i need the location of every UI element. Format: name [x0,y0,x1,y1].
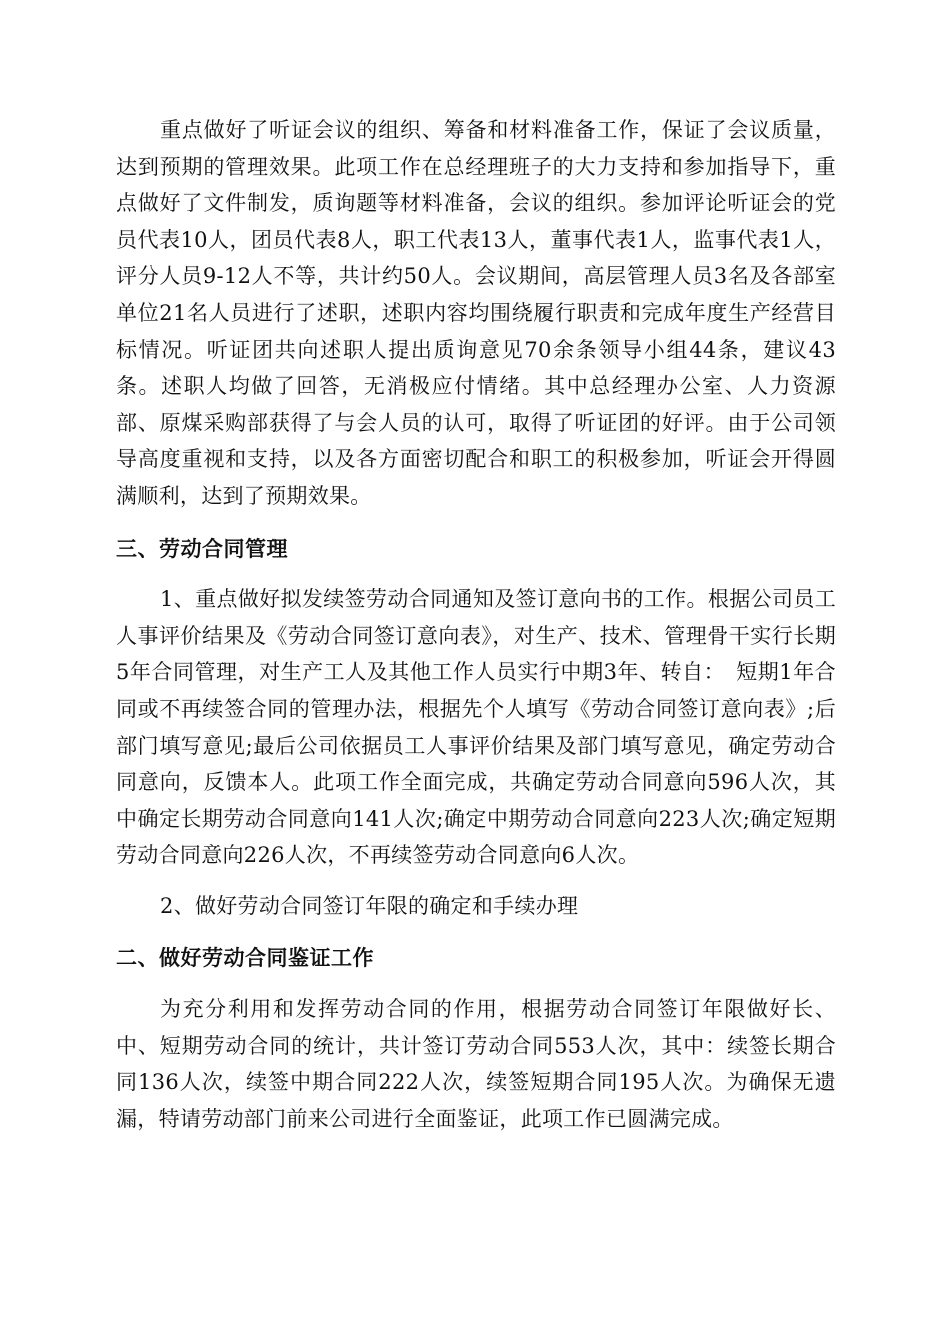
paragraph-contract-renewal-notice: 1、重点做好拟发续签劳动合同通知及签订意向书的工作。根据公司员工人事评价结果及《劳动合同签订意向表》，对生产、技术、管理骨干实行长期5年合同管理，对生产工人及其他工作人员实行中期3年、转自： 短期1年合同或不再续签合同的管理办法，根据先个人填写《劳动合同签订意向表》;后部门填写意见;最后公司依据员工人事评价结果及部门填写意见，确定劳动合同意向，反馈本人。此项工作全面完成，共确定劳动合同意向596人次，其中确定长期劳动合同意向141人次;确定中期劳动合同意向223人次;确定短期劳动合同意向226人次，不再续签劳动合同意向6人次。 [116,587,836,868]
section-heading-contract-verification: 二、做好劳动合同鉴证工作 [116,946,374,971]
document-page [116,112,836,1137]
paragraph-hearing-meeting: 重点做好了听证会议的组织、筹备和材料准备工作，保证了会议质量，达到预期的管理效果。此项工作在总经理班子的大力支持和参加指导下，重点做好了文件制发，质询题等材料准备，会议的组织。参加评论听证会的党员代表10人，团员代表8人，职工代表13人，董事代表1人，监事代表1人，评分人员9-12人不等，共计约50人。会议期间，高层管理人员3名及各部室单位21名人员进行了述职，述职内容均围绕履行职责和完成年度生产经营目标情况。听证团共向述职人提出质询意见70余条领导小组44条，建议43条。述职人均做了回答，无消极应付情绪。其中总经理办公室、人力资源部、原煤采购部获得了与会人员的认可，取得了听证团的好评。由于公司领导高度重视和支持，以及各方面密切配合和职工的积极参加，听证会开得圆满顺利，达到了预期效果。 [116,118,836,508]
paragraph-contract-term: 2、做好劳动合同签订年限的确定和手续办理 [160,893,579,918]
paragraph-contract-verification: 为充分利用和发挥劳动合同的作用，根据劳动合同签订年限做好长、中、短期劳动合同的统计，共计签订劳动合同553人次，其中：续签长期合同136人次，续签中期合同222人次，续签短期合同195人次。为确保无遗漏，特请劳动部门前来公司进行全面鉴证，此项工作已圆满完成。 [116,997,836,1131]
section-heading-labor-contract-management: 三、劳动合同管理 [116,536,288,561]
